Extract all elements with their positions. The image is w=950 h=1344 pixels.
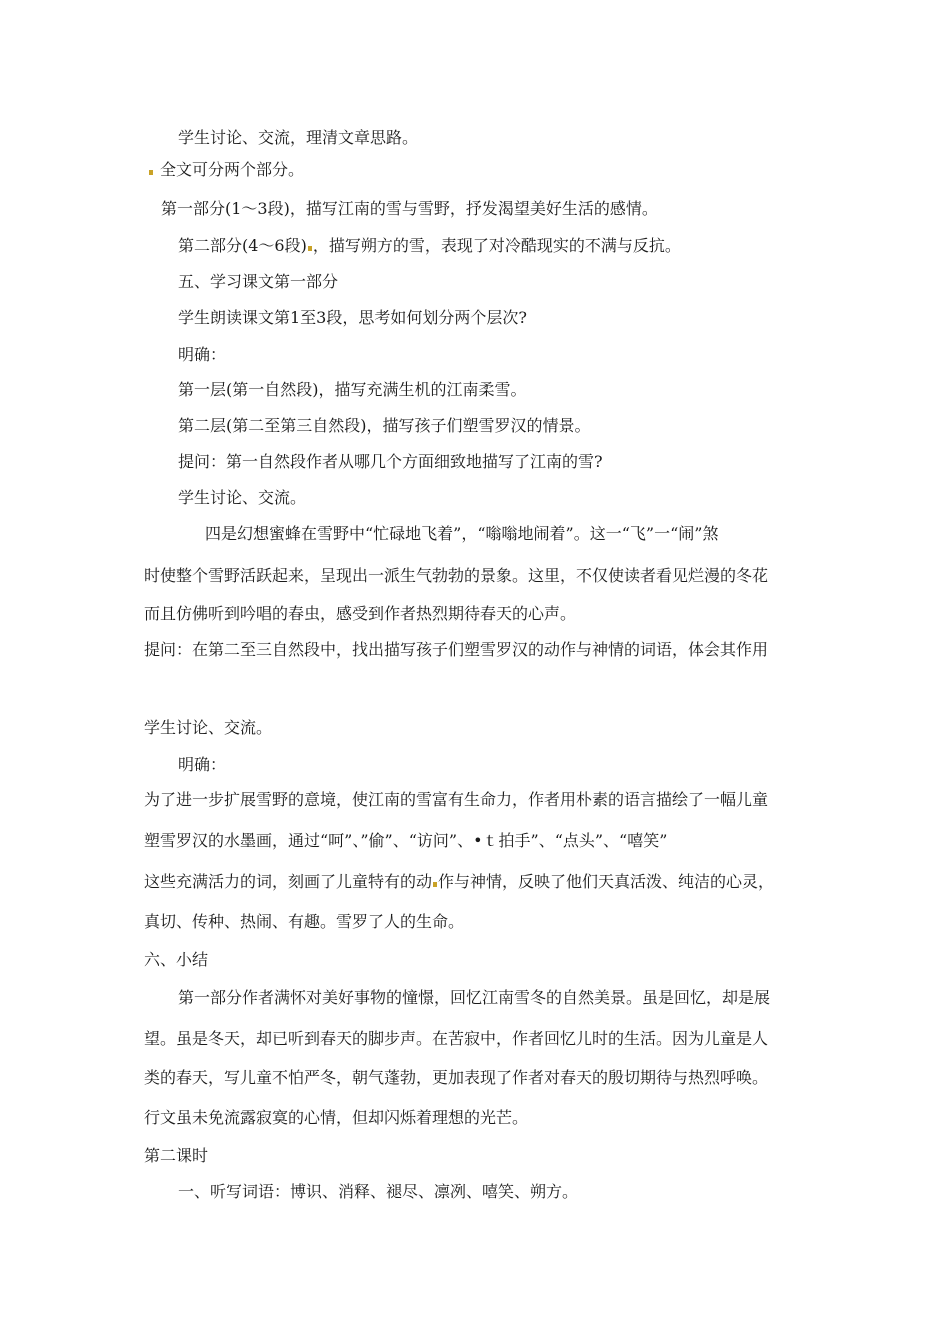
section-heading: 六、小结 [144, 950, 209, 969]
text-line: 望。虽是冬天，却已听到春天的脚步声。在苦寂中，作者回忆儿时的生活。因为儿童是人 [144, 1029, 769, 1048]
text-line: 提问：在第二至三自然段中，找出描写孩子们塑雪罗汉的动作与神情的词语，体会其作用 [144, 640, 769, 659]
text-line: 明确： [178, 345, 227, 364]
text-line-with-mark [178, 236, 681, 256]
text-line: 塑雪罗汉的水墨画，通过“呵”、”偷”、“访问”、•ｔ拍手”、“点头”、“嘻笑” [144, 831, 668, 850]
text-line: 明确： [178, 755, 227, 774]
text-line: 四是幻想蜜蜂在雪野中“忙碌地飞着”，“嗡嗡地闹着”。这一“飞”一“闹”煞 [205, 524, 719, 543]
highlight-mark [149, 170, 153, 175]
text-line-with-mark [148, 160, 304, 180]
highlight-mark [433, 882, 437, 887]
text-span: 第二部分(4～6段) [178, 236, 307, 255]
text-line: 学生讨论、交流，理清文章思路。 [178, 128, 419, 147]
text-line: 学生讨论、交流。 [144, 718, 273, 737]
text-line: 而且仿佛听到吟唱的春虫，感受到作者热烈期待春天的心声。 [144, 604, 577, 623]
text-span: 这些充满活力的词，刻画了儿童特有的动 [144, 872, 433, 891]
text-span: 全文可分两个部分。 [160, 160, 305, 179]
text-span: ，描写朔方的雪，表现了对冷酷现实的不满与反抗。 [312, 236, 681, 255]
text-line: 第二层(第二至第三自然段)，描写孩子们塑雪罗汉的情景。 [178, 416, 591, 435]
text-line: 真切、传种、热闹、有趣。雪罗了人的生命。 [144, 912, 465, 931]
section-heading: 第二课时 [144, 1146, 209, 1165]
text-line: 时使整个雪野活跃起来，呈现出一派生气勃勃的景象。这里，不仅使读者看见烂漫的冬花 [144, 566, 769, 585]
text-line: 类的春天，写儿童不怕严冬，朝气蓬勃，更加表现了作者对春天的殷切期待与热烈呼唤。 [144, 1068, 769, 1087]
text-line: 第一部分作者满怀对美好事物的憧憬，回忆江南雪冬的自然美景。虽是回忆，却是展 [178, 988, 771, 1007]
highlight-mark [308, 246, 312, 251]
text-line: 第一部分(1～3段)，描写江南的雪与雪野，抒发渴望美好生活的感情。 [161, 199, 658, 218]
text-line: 提问：第一自然段作者从哪几个方面细致地描写了江南的雪? [178, 452, 603, 471]
text-line: 第一层(第一自然段)，描写充满生机的江南柔雪。 [178, 380, 527, 399]
text-line: 学生朗读课文第1至3段，思考如何划分两个层次? [178, 308, 527, 327]
text-line: 行文虽未免流露寂寞的心情，但却闪烁着理想的光芒。 [144, 1108, 529, 1127]
text-line-with-mark [144, 872, 774, 892]
text-span: 作与神情，反映了他们天真活泼、纯洁的心灵， [438, 872, 775, 891]
text-line: 为了进一步扩展雪野的意境，使江南的雪富有生命力，作者用朴素的语言描绘了一幅儿童 [144, 790, 769, 809]
section-heading: 五、学习课文第一部分 [178, 272, 339, 291]
text-line: 学生讨论、交流。 [178, 488, 307, 507]
text-line: 一、听写词语：博识、消释、褪尽、凛冽、嘻笑、朔方。 [178, 1182, 579, 1201]
